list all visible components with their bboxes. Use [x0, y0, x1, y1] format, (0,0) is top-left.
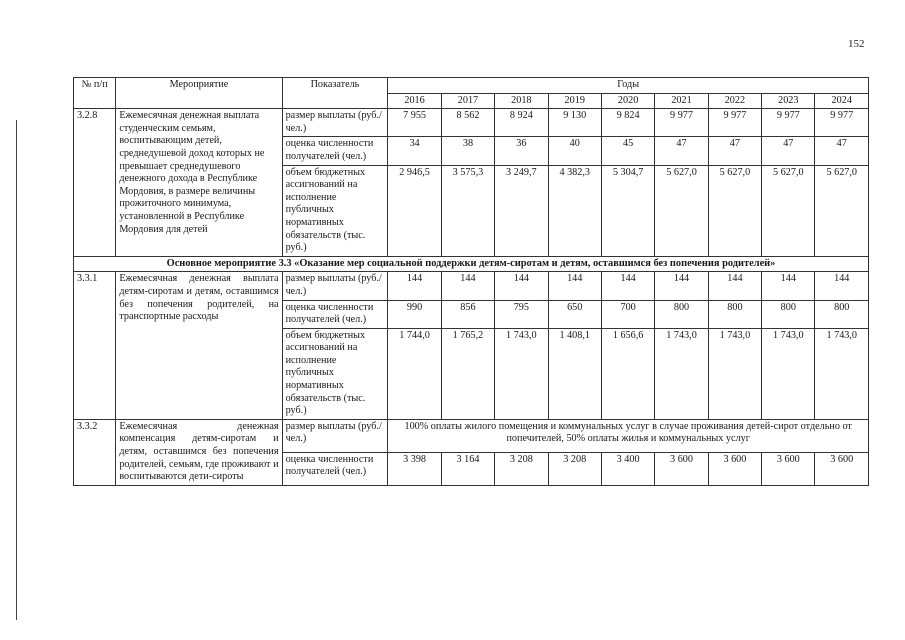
header-num: № п/п — [74, 78, 116, 109]
value-cell: 990 — [388, 300, 441, 328]
year-cell: 2016 — [388, 93, 441, 109]
value-cell: 144 — [441, 272, 494, 300]
value-cell: 3 208 — [548, 452, 601, 485]
value-cell: 856 — [441, 300, 494, 328]
payment-note: 100% оплаты жилого помещения и коммунальных услуг в случае проживания детей-сирот отдельно от попечителей, 50% оплаты жилья и коммунальных услуг — [388, 419, 869, 452]
year-cell: 2020 — [601, 93, 654, 109]
header-years: Годы — [388, 78, 869, 94]
value-cell: 795 — [495, 300, 548, 328]
value-cell: 800 — [762, 300, 815, 328]
main-event-title: Основное мероприятие 3.3 «Оказание мер социальной поддержки детям-сиротам и детям, оставшимся без попечения родителей» — [74, 256, 869, 272]
value-cell: 8 562 — [441, 109, 494, 137]
table-row — [74, 109, 869, 137]
value-cell: 45 — [601, 137, 654, 165]
value-cell: 650 — [548, 300, 601, 328]
value-cell: 5 627,0 — [815, 165, 869, 256]
value-cell: 3 600 — [815, 452, 869, 485]
value-cell: 47 — [815, 137, 869, 165]
value-cell: 3 400 — [601, 452, 654, 485]
value-cell: 1 743,0 — [708, 328, 761, 419]
row-indicator: оценка численности получателей (чел.) — [282, 300, 388, 328]
row-indicator: объем бюджетных ассигнований на исполнение публичных нормативных обязательств (тыс. руб.) — [282, 165, 388, 256]
value-cell: 9 824 — [601, 109, 654, 137]
value-cell: 144 — [708, 272, 761, 300]
value-cell: 1 743,0 — [762, 328, 815, 419]
value-cell: 700 — [601, 300, 654, 328]
program-table — [73, 77, 869, 486]
header-event: Мероприятие — [116, 78, 282, 109]
value-cell: 5 627,0 — [762, 165, 815, 256]
value-cell: 47 — [762, 137, 815, 165]
value-cell: 144 — [495, 272, 548, 300]
value-cell: 9 977 — [708, 109, 761, 137]
row-indicator: объем бюджетных ассигнований на исполнение публичных нормативных обязательств (тыс. руб.) — [282, 328, 388, 419]
row-indicator: оценка численности получателей (чел.) — [282, 137, 388, 165]
value-cell: 144 — [815, 272, 869, 300]
value-cell: 36 — [495, 137, 548, 165]
value-cell: 9 977 — [815, 109, 869, 137]
year-cell: 2017 — [441, 93, 494, 109]
value-cell: 1 743,0 — [815, 328, 869, 419]
value-cell: 3 600 — [708, 452, 761, 485]
value-cell: 38 — [441, 137, 494, 165]
row-indicator: размер выплаты (руб./ чел.) — [282, 419, 388, 452]
value-cell: 144 — [388, 272, 441, 300]
row-event: Ежемесячная денежная компенсация детям-сиротам и детям, оставшимся без попечения родителей, семьям, где проживают и воспитываются дети-сироты — [116, 419, 282, 485]
value-cell: 2 946,5 — [388, 165, 441, 256]
row-num: 3.3.2 — [74, 419, 116, 485]
value-cell: 1 656,6 — [601, 328, 654, 419]
value-cell: 9 130 — [548, 109, 601, 137]
main-event-row — [74, 256, 869, 272]
row-event: Ежемесячная денежная выплата студенческим семьям, воспитывающим детей, среднедушевой доход которых не превышает среднедушевого денежного дохода в Республике Мордовия, в размере величины прожиточного минимума, установленной в Республике Мордовия для детей — [116, 109, 282, 257]
value-cell: 5 304,7 — [601, 165, 654, 256]
value-cell: 1 744,0 — [388, 328, 441, 419]
value-cell: 144 — [762, 272, 815, 300]
value-cell: 1 408,1 — [548, 328, 601, 419]
year-cell: 2019 — [548, 93, 601, 109]
page-number: 152 — [848, 38, 865, 50]
value-cell: 5 627,0 — [708, 165, 761, 256]
year-cell: 2018 — [495, 93, 548, 109]
value-cell: 3 164 — [441, 452, 494, 485]
value-cell: 34 — [388, 137, 441, 165]
value-cell: 1 743,0 — [495, 328, 548, 419]
table-row — [74, 419, 869, 452]
value-cell: 3 600 — [655, 452, 708, 485]
value-cell: 3 208 — [495, 452, 548, 485]
value-cell: 3 575,3 — [441, 165, 494, 256]
row-event: Ежемесячная денежная выплата детям-сиротам и детям, оставшимся без попечения родителей, на транспортные расходы — [116, 272, 282, 420]
value-cell: 3 600 — [762, 452, 815, 485]
value-cell: 3 249,7 — [495, 165, 548, 256]
row-indicator: размер выплаты (руб./ чел.) — [282, 109, 388, 137]
year-cell: 2022 — [708, 93, 761, 109]
binding-margin-line — [16, 120, 17, 620]
year-cell: 2021 — [655, 93, 708, 109]
year-cell: 2024 — [815, 93, 869, 109]
value-cell: 8 924 — [495, 109, 548, 137]
value-cell: 144 — [548, 272, 601, 300]
value-cell: 7 955 — [388, 109, 441, 137]
value-cell: 800 — [655, 300, 708, 328]
value-cell: 9 977 — [655, 109, 708, 137]
header-indicator: Показатель — [282, 78, 388, 109]
row-num: 3.3.1 — [74, 272, 116, 420]
value-cell: 144 — [655, 272, 708, 300]
value-cell: 800 — [708, 300, 761, 328]
header-row — [74, 78, 869, 94]
value-cell: 9 977 — [762, 109, 815, 137]
value-cell: 5 627,0 — [655, 165, 708, 256]
row-indicator: оценка численности получателей (чел.) — [282, 452, 388, 485]
value-cell: 144 — [601, 272, 654, 300]
row-indicator: размер выплаты (руб./ чел.) — [282, 272, 388, 300]
value-cell: 40 — [548, 137, 601, 165]
value-cell: 1 743,0 — [655, 328, 708, 419]
value-cell: 47 — [655, 137, 708, 165]
value-cell: 800 — [815, 300, 869, 328]
year-cell: 2023 — [762, 93, 815, 109]
value-cell: 47 — [708, 137, 761, 165]
value-cell: 3 398 — [388, 452, 441, 485]
value-cell: 4 382,3 — [548, 165, 601, 256]
value-cell: 1 765,2 — [441, 328, 494, 419]
row-num: 3.2.8 — [74, 109, 116, 257]
table-row — [74, 272, 869, 300]
